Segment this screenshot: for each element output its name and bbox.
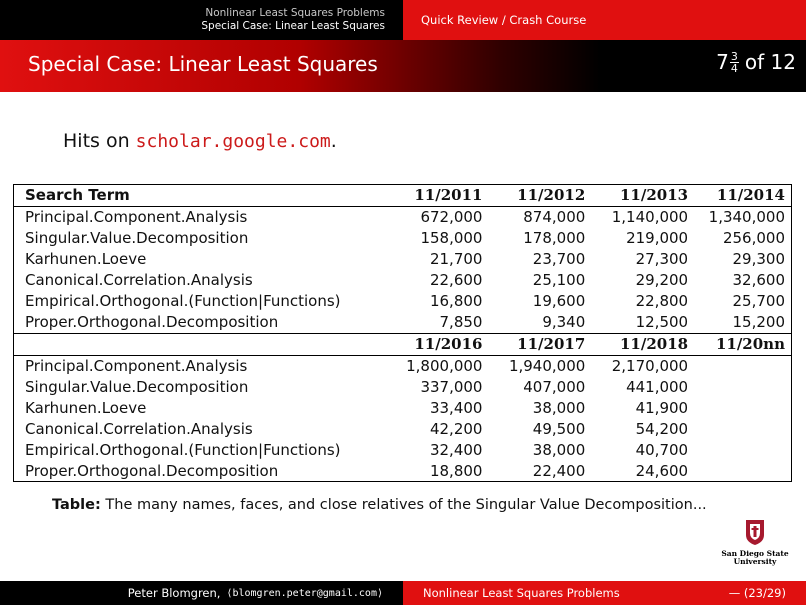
row-value-cell: 24,600 [635,462,689,480]
row-value-cell: 15,200 [694,312,791,334]
row-value-cell: 256,000 [722,229,785,247]
row-value-cell: 1,340,000 [708,208,785,226]
row-value-cell: 41,900 [635,399,689,417]
footer-title-panel [403,581,806,605]
row-value-cell: 16,800 [429,292,483,310]
table-row [14,398,791,419]
row-term-cell: Empirical.Orthogonal.(Function|Functions) [25,441,341,459]
row-value-cell: 12,500 [591,312,694,334]
row-value-cell: 38,000 [532,441,586,459]
university-logo [710,518,800,566]
top-navigation-bar [0,0,806,40]
table-row [14,461,791,482]
table-section-a [14,185,791,482]
row-value-cell: 29,200 [635,271,689,289]
row-value-cell: 38,000 [532,399,586,417]
row-value-cell: 22,800 [635,292,689,310]
intro-site-link[interactable]: scholar.google.com [135,131,331,152]
row-value-cell: 33,400 [429,399,483,417]
nav-section-panel [0,0,403,40]
row-value-cell: 18,800 [429,462,483,480]
row-term-cell: Singular.Value.Decomposition [25,229,249,247]
row-term-cell: Proper.Orthogonal.Decomposition [25,462,279,480]
column-header-year: 11/2011 [386,185,489,207]
row-value-cell [694,356,791,378]
row-value-cell: 25,700 [732,292,785,310]
column-header-year: 11/2014 [694,185,791,207]
row-value-cell: 27,300 [635,250,689,268]
nav-right-section-panel [403,0,806,40]
footer-title: Nonlinear Least Squares Problems [423,586,620,600]
row-value-cell [694,398,791,419]
table-caption [52,497,707,513]
row-value-cell: 219,000 [626,229,689,247]
nav-right-section-link[interactable]: Quick Review / Crash Course [421,13,587,27]
intro-prefix: Hits on [63,130,136,152]
row-value-cell: 9,340 [488,312,591,334]
table-row [14,312,791,334]
footer-page-number: — (23/29) [728,586,786,600]
row-value-cell: 672,000 [420,208,483,226]
table-header-row [14,185,791,207]
row-term-cell: Karhunen.Loeve [25,250,147,268]
row-term-cell: Canonical.Correlation.Analysis [25,271,253,289]
row-term-cell: Karhunen.Loeve [25,399,147,417]
row-value-cell [694,419,791,440]
row-value-cell: 441,000 [626,378,689,396]
row-value-cell: 1,800,000 [406,357,483,375]
table-row [14,440,791,461]
column-header-year: 11/2012 [488,185,591,207]
row-value-cell: 42,200 [429,420,483,438]
intro-suffix: . [330,130,337,152]
row-value-cell: 19,600 [532,292,586,310]
footer-bar [0,581,806,605]
row-term-cell: Empirical.Orthogonal.(Function|Functions) [25,292,341,310]
row-value-cell: 1,940,000 [508,357,586,375]
frame-title-bar [0,40,806,92]
row-term-cell: Singular.Value.Decomposition [25,378,249,396]
row-value-cell: 54,200 [635,420,689,438]
page-whole: 7 [716,50,729,74]
row-value-cell: 21,700 [429,250,483,268]
row-value-cell: 40,700 [635,441,689,459]
table-row [14,228,791,249]
nav-section-link[interactable]: Nonlinear Least Squares Problems [205,7,385,19]
table-row [14,356,791,378]
table-row [14,249,791,270]
row-value-cell: 49,500 [532,420,586,438]
row-value-cell [694,377,791,398]
footer-author: Peter Blomgren, [127,586,221,600]
nav-subsection-link[interactable]: Special Case: Linear Least Squares [201,20,385,32]
row-value-cell: 178,000 [523,229,586,247]
table-row [14,419,791,440]
caption-text: The many names, faces, and close relatives of the Singular Value Decomposition... [105,497,707,513]
column-header-year: 11/2018 [591,334,694,356]
table-row [14,270,791,291]
frame-page-indicator [716,50,796,74]
logo-line-2: University [733,557,777,566]
row-term-cell: Proper.Orthogonal.Decomposition [14,312,386,334]
column-header-empty [14,334,386,356]
page-fraction-denominator: 4 [730,61,738,75]
intro-text [63,130,337,152]
page-suffix: of 12 [744,50,796,74]
row-value-cell [694,461,791,482]
logo-line-1: San Diego State [721,549,789,558]
row-value-cell: 32,600 [732,271,785,289]
frame-title: Special Case: Linear Least Squares [28,52,378,76]
table-header-row [14,334,791,356]
row-value-cell: 7,850 [386,312,489,334]
row-term-cell: Principal.Component.Analysis [25,208,248,226]
footer-email: ⟨blomgren.peter@gmail.com⟩ [226,587,383,599]
row-value-cell [694,440,791,461]
hits-table-container [13,184,792,482]
university-seal-icon [744,518,766,546]
column-header-year: 11/20nn [694,334,791,356]
row-value-cell: 1,140,000 [611,208,689,226]
hits-table [14,185,791,482]
page-fraction [730,51,739,74]
table-row [14,291,791,312]
row-value-cell: 2,170,000 [611,357,689,375]
column-header-year: 11/2017 [488,334,591,356]
row-value-cell: 22,600 [429,271,483,289]
row-value-cell: 25,100 [532,271,586,289]
footer-author-panel [0,581,403,605]
column-header-year: 11/2013 [591,185,694,207]
caption-label: Table: [52,497,101,513]
row-term-cell: Principal.Component.Analysis [25,357,248,375]
table-row [14,377,791,398]
row-value-cell: 337,000 [420,378,483,396]
row-value-cell: 32,400 [429,441,483,459]
row-value-cell: 22,400 [532,462,586,480]
table-row [14,207,791,229]
row-term-cell: Canonical.Correlation.Analysis [25,420,253,438]
row-value-cell: 407,000 [523,378,586,396]
row-value-cell: 29,300 [732,250,785,268]
row-value-cell: 23,700 [532,250,586,268]
page-fraction-numerator: 3 [730,49,738,63]
column-header-search-term: Search Term [14,185,386,207]
column-header-year: 11/2016 [386,334,489,356]
row-value-cell: 874,000 [523,208,586,226]
row-value-cell: 158,000 [420,229,483,247]
